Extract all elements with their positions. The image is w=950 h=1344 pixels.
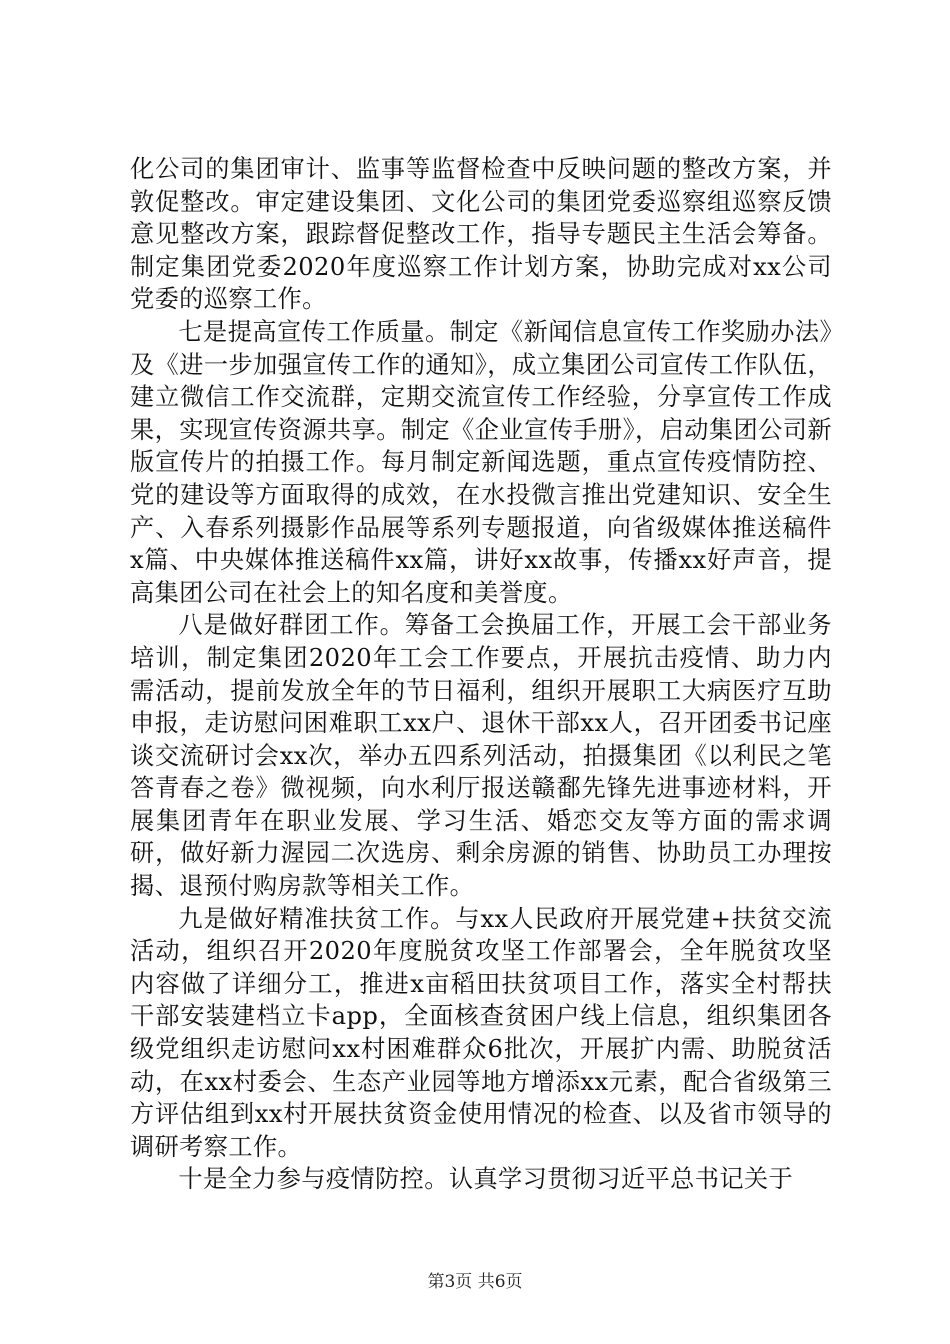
paragraph-poverty-alleviation: 九是做好精准扶贫工作。与xx人民政府开展党建+扶贫交流活动，组织召开2020年度脱贫攻坚工作部署会，全年脱贫攻坚内容做了详细分工，推进x亩稻田扶贫项目工作，落实全村帮扶干部安装建档立卡app，全面核查贫困户线上信息，组织集团各级党组织走访慰问xx村困难群众6批次，开展扩内需、助脱贫活动，在xx村委会、生态产业园等地方增添xx元素，配合省级第三方评估组到xx村开展扶贫资金使用情况的检查、以及省市领导的调研考察工作。 xyxy=(130,904,832,1161)
document-body xyxy=(130,153,832,1196)
paragraph-continuation: 化公司的集团审计、监事等监督检查中反映问题的整改方案，并敦促整改。审定建设集团、文化公司的集团党委巡察组巡察反馈意见整改方案，跟踪督促整改工作，指导专题民主生活会筹备。制定集团党委2020年度巡察工作计划方案，协助完成对xx公司党委的巡察工作。 xyxy=(130,155,832,314)
paragraph-epidemic-prevention: 十是全力参与疫情防控。认真学习贯彻习近平总书记关于 xyxy=(178,1165,794,1194)
paragraph-mass-organization-work: 八是做好群团工作。筹备工会换届工作，开展工会干部业务培训，制定集团2020年工会工作要点，开展抗击疫情、助力内需活动，提前发放全年的节日福利，组织开展职工大病医疗互助申报，走访慰问困难职工xx户、退休干部xx人，召开团委书记座谈交流研讨会xx次，举办五四系列活动，拍摄集团《以利民之笔答青春之卷》微视频，向水利厅报送赣鄱先锋先进事迹材料，开展集团青年在职业发展、学习生活、婚恋交友等方面的需求调研，做好新力渥园二次选房、剩余房源的销售、协助员工办理按揭、退预付购房款等相关工作。 xyxy=(130,611,832,901)
page-number-footer: 第3页 共6页 xyxy=(427,1272,523,1292)
paragraph-publicity-work: 七是提高宣传工作质量。制定《新闻信息宣传工作奖励办法》及《进一步加强宣传工作的通知》，成立集团公司宣传工作队伍，建立微信工作交流群，定期交流宣传工作经验，分享宣传工作成果，实现宣传资源共享。制定《企业宣传手册》，启动集团公司新版宣传片的拍摄工作。每月制定新闻选题，重点宣传疫情防控、党的建设等方面取得的成效，在水投微言推出党建知识、安全生产、入春系列摄影作品展等系列专题报道，向省级媒体推送稿件x篇、中央媒体推送稿件xx篇，讲好xx故事，传播xx好声音，提高集团公司在社会上的知名度和美誉度。 xyxy=(130,317,832,607)
